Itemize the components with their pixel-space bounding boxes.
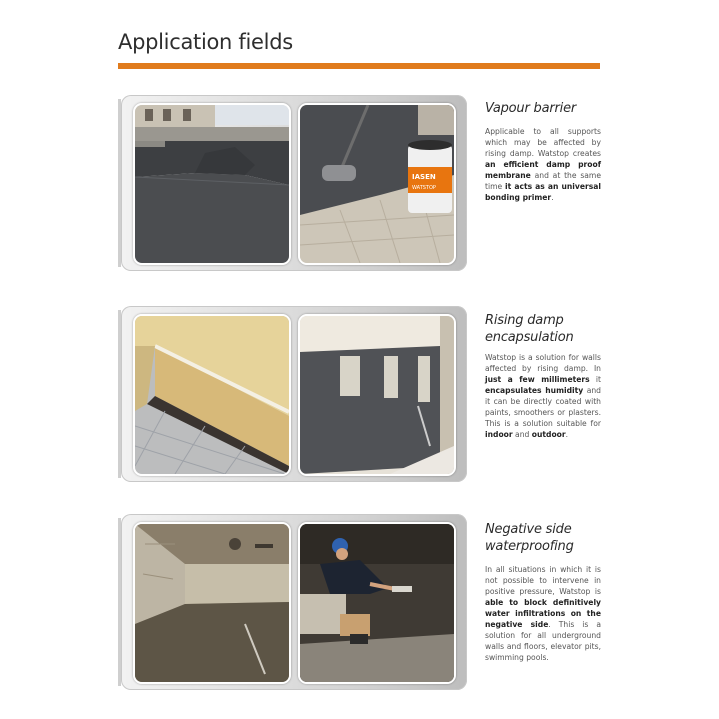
section-title: Vapour barrier [485, 101, 577, 116]
body-text: and at the same time [485, 171, 601, 191]
body-text: In all situations in which it is not possible to intervene in positive pressure, Watstop is [485, 565, 601, 596]
roller-coating-with-bucket-photo [298, 103, 456, 265]
body-text: Applicable to all supports which may be affected by rising damp. Watstop creates [485, 127, 601, 158]
emphasis-text: able to block definitively water infiltrations on the negative side [485, 598, 601, 629]
emphasis-text: an efficient damp proof membrane [485, 160, 601, 180]
worker-applying-coating-photo [298, 522, 456, 684]
section-text-column [485, 100, 601, 203]
section-vapour-barrier [118, 95, 600, 275]
title-rule [118, 63, 600, 69]
section-rising-damp [118, 306, 600, 486]
section-text-column [485, 521, 601, 663]
emphasis-text: encapsulates humidity [485, 386, 584, 395]
interior-wall-base-coating-photo [133, 314, 291, 476]
section-body [485, 352, 601, 440]
section-text-column [485, 312, 601, 440]
body-text: . [551, 193, 554, 202]
section-title: Negative side waterproofing [485, 522, 574, 554]
pool-waterproofing-photo [133, 103, 291, 265]
section-negative-side [118, 514, 600, 694]
section-body [485, 564, 601, 663]
emphasis-text: outdoor [531, 430, 566, 439]
emphasis-text: it acts as an universal bonding primer [485, 182, 602, 202]
section-body [485, 126, 601, 203]
emphasis-text: just a few millimeters [485, 375, 590, 384]
body-text: and [512, 430, 532, 439]
svg-text:WATSTOP: WATSTOP [412, 185, 436, 191]
exterior-wall-coating-photo [298, 314, 456, 476]
body-text: . This is a solution for all underground walls and floors, elevator pits, swimming pools. [485, 620, 601, 662]
body-text: and it can be directly coated with paints, smoothers or plasters. This is a solution suitable for [485, 386, 601, 428]
emphasis-text: indoor [485, 430, 513, 439]
body-text: it [589, 375, 601, 384]
basement-pit-photo [133, 522, 291, 684]
page-title: Application fields [118, 30, 293, 54]
section-title: Rising damp encapsulation [485, 313, 574, 345]
svg-text:IASEN: IASEN [412, 173, 436, 181]
body-text: Watstop is a solution for walls affected by rising damp. In [485, 353, 601, 373]
body-text: . [565, 430, 569, 439]
